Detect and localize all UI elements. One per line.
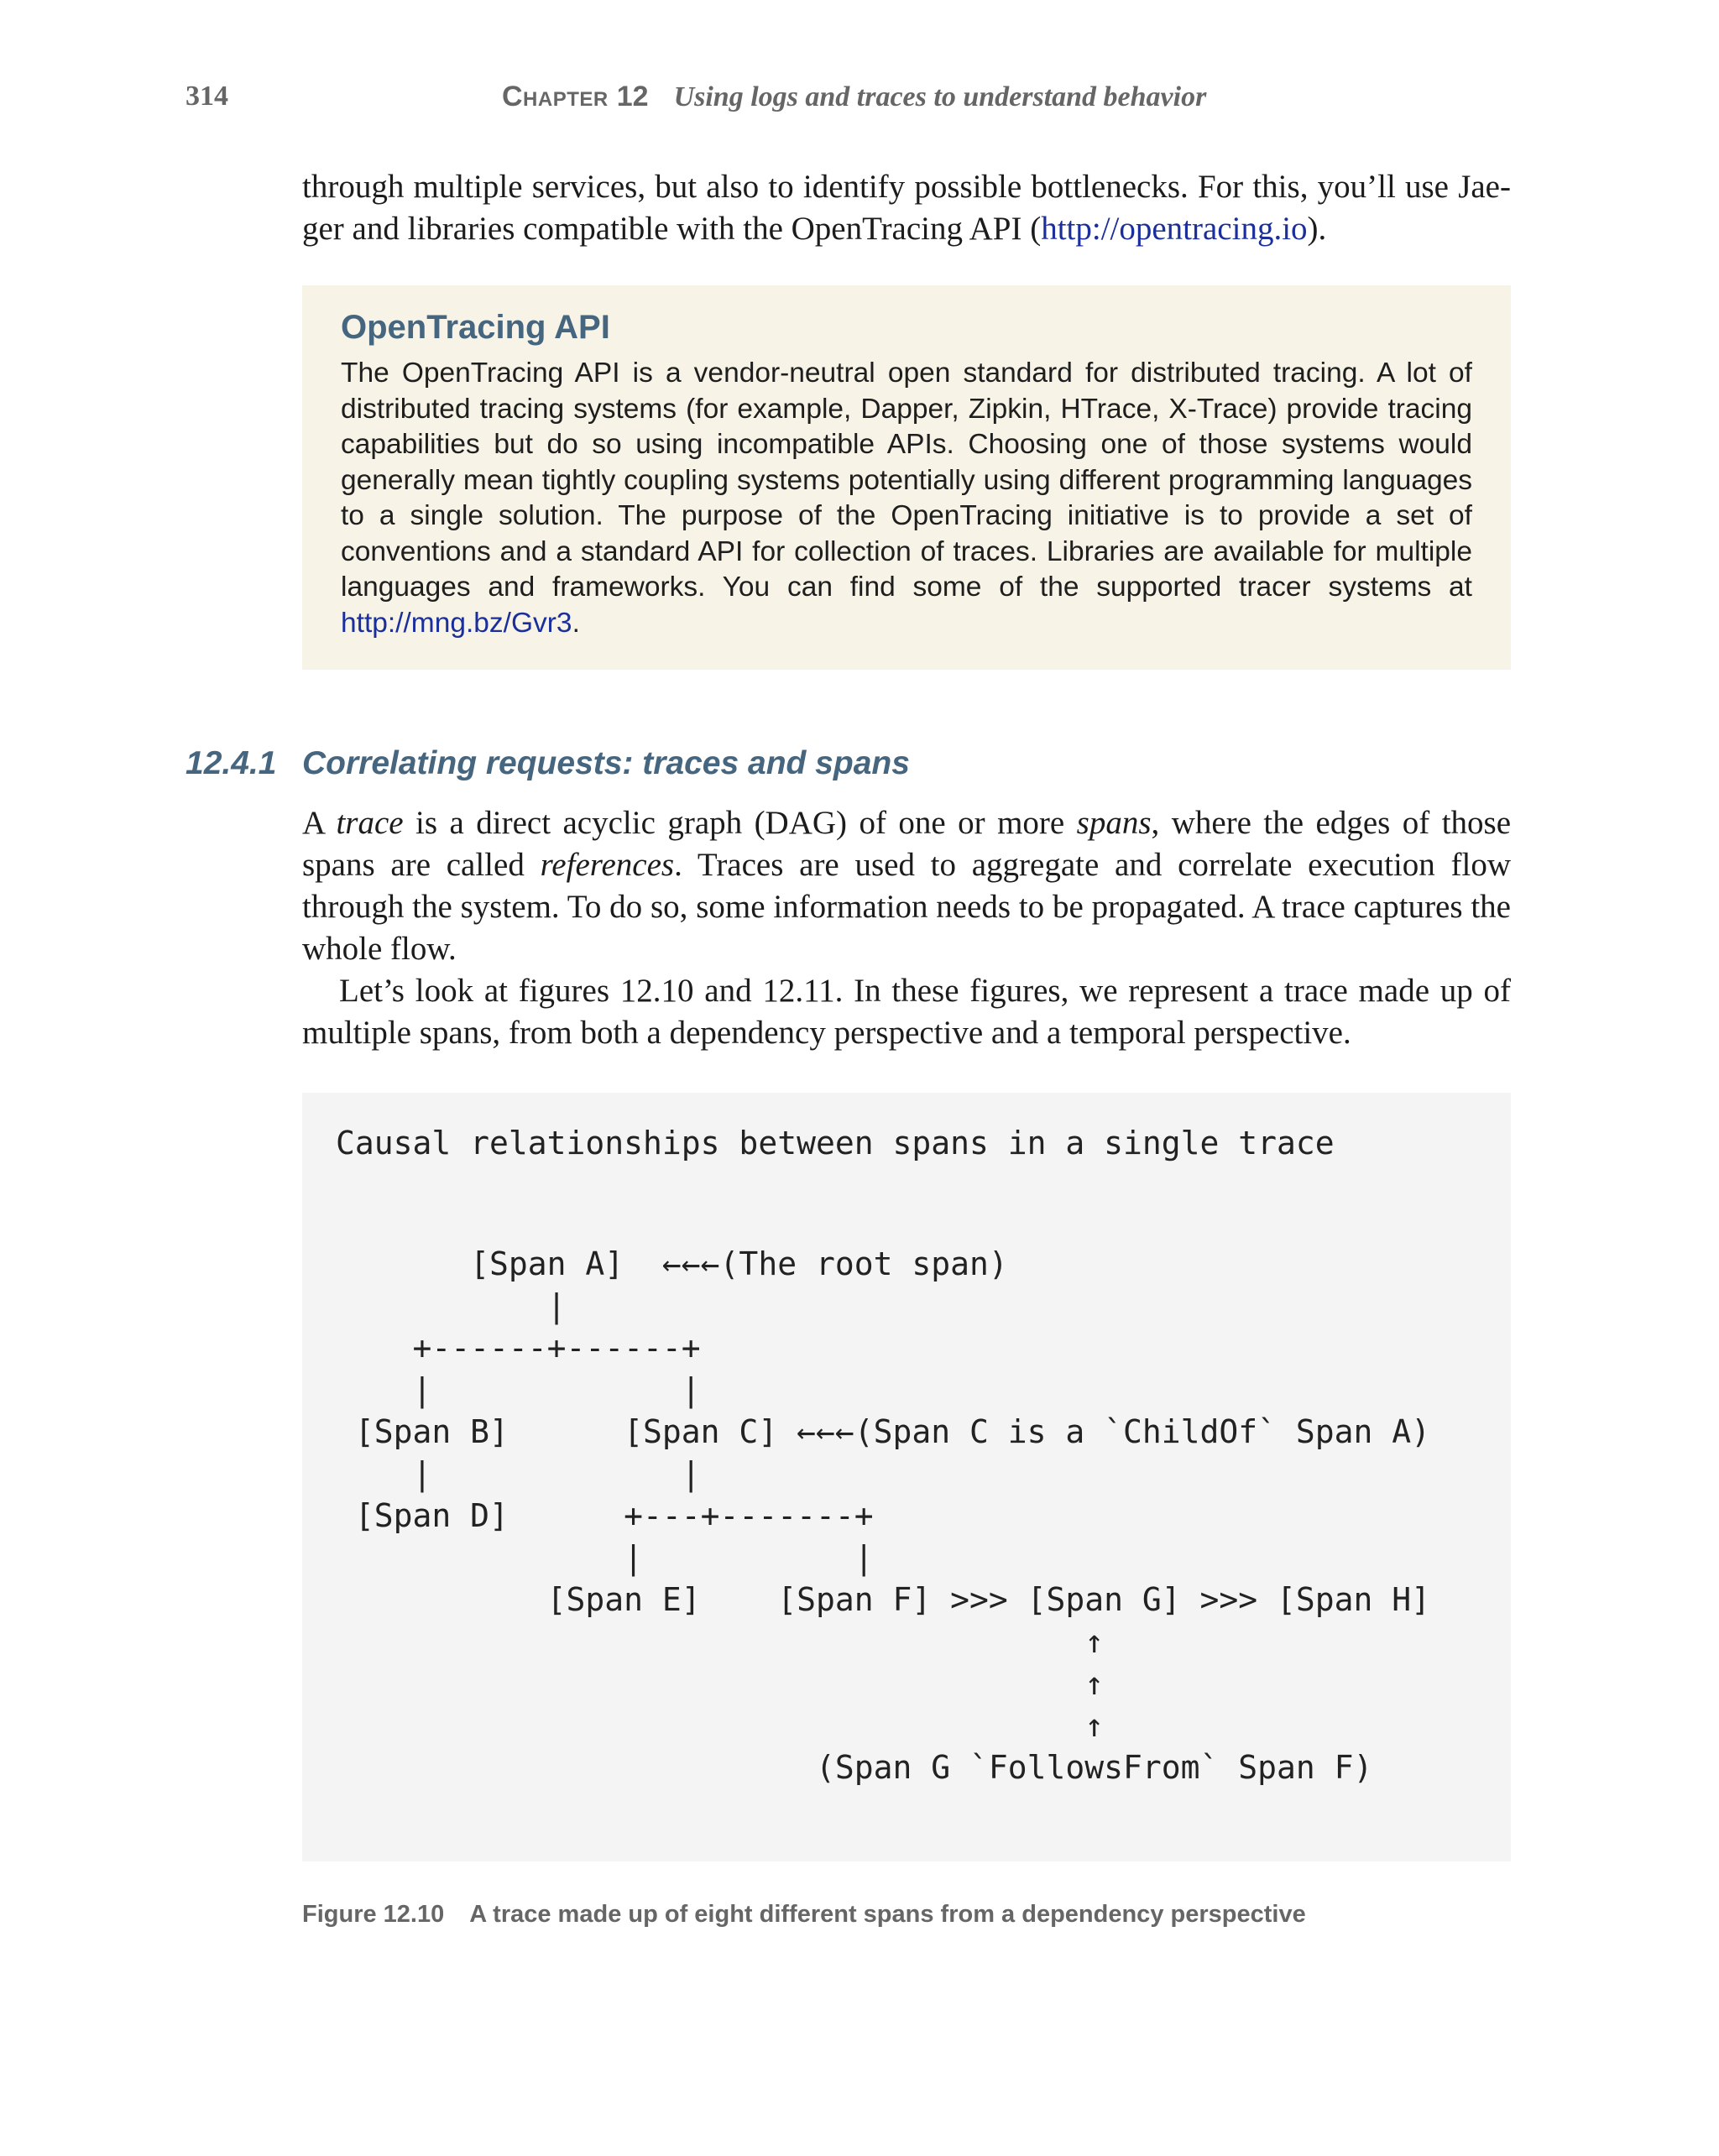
sidebar-body — [341, 356, 1472, 641]
paragraph-dag — [302, 802, 1511, 970]
p1-text: , where the edges of those spans are called — [302, 805, 1512, 883]
figure-caption — [302, 1901, 1306, 1929]
section-body — [302, 802, 1511, 1054]
diagram-line: [Span B] [Span C] ←←←(Span C is a `ChildOf` Span A) — [336, 1413, 1431, 1450]
diagram-line: +------+------+ — [336, 1329, 701, 1366]
chapter-title: Using logs and traces to understand behavior — [673, 81, 1207, 112]
diagram-line: ↑ — [336, 1623, 1105, 1660]
paragraph-figures: Let’s look at figures 12.10 and 12.11. In these figures, we represent a trace made up of multiple spans, from both a dependency perspective and a temporal perspective. — [302, 973, 1511, 1051]
sidebar-title: OpenTracing API — [341, 309, 610, 346]
chapter-label: Chapter — [502, 81, 609, 112]
tracer-systems-link[interactable]: http://mng.bz/Gvr3 — [341, 607, 572, 639]
sidebar-text: The OpenTracing API is a vendor-neutral open standard for distributed tracing. A lot of distributed tracing systems (for example, Dapper, Zipkin, HTrace, X-Trace) provide tracing capabilities but do so using incompatible APIs. Choosing one of those systems would generally mean tightly coupling systems potentially using different programming languages to a single solution. The purpose of the OpenTracing initiative is to provide a set of conventions and a standard API for collection of traces. Libraries are available for multiple languages and frameworks. You can find some of the supported tracer systems at — [341, 358, 1472, 603]
diagram-line: | | — [336, 1371, 701, 1408]
section-title: Correlating requests: traces and spans — [302, 745, 910, 781]
intro-paragraph — [302, 166, 1511, 250]
diagram-line: ↑ — [336, 1665, 1105, 1702]
term-trace: trace — [336, 805, 404, 841]
figure-12-10 — [302, 1093, 1511, 1861]
page-number: 314 — [185, 81, 228, 112]
term-references: references — [540, 847, 675, 883]
diagram-line: [Span D] +---+-------+ — [336, 1497, 874, 1534]
intro-text-end: ). — [1307, 211, 1327, 247]
chapter-number: 12 — [616, 81, 649, 112]
diagram-line: [Span E] [Span F] >>> [Span G] >>> [Span H] — [336, 1581, 1431, 1618]
diagram-line: | | — [336, 1455, 701, 1492]
diagram-line: [Span A] ←←←(The root span) — [336, 1245, 1008, 1282]
diagram-line: (Span G `FollowsFrom` Span F) — [336, 1749, 1373, 1786]
sidebar-box — [302, 285, 1511, 670]
figure-heading: Causal relationships between spans in a single trace — [336, 1125, 1335, 1162]
running-head — [502, 81, 1206, 113]
sidebar-text-end: . — [572, 607, 580, 639]
p1-text: A — [302, 805, 337, 841]
caption-label: Figure 12.10 — [302, 1901, 445, 1928]
caption-text: A trace made up of eight different spans from a dependency perspective — [469, 1901, 1306, 1928]
diagram-line: | — [336, 1287, 567, 1324]
diagram-line: ↑ — [336, 1707, 1105, 1744]
term-spans: spans — [1076, 805, 1152, 841]
section-number: 12.4.1 — [185, 745, 277, 781]
intro-text: through multiple services, but also to identify possible bottlenecks. For this, you’ll use Jaeger and libraries compatible with the OpenTracing API ( — [302, 169, 1511, 247]
p1-text: . Traces are used to aggregate and correlate execution flow through the system. To do so, some information needs to be propagated. A trace captures the whole flow. — [302, 847, 1512, 967]
diagram-line: | | — [336, 1539, 874, 1576]
p1-text: is a direct acyclic graph (DAG) of one or more — [403, 805, 1077, 841]
opentracing-link[interactable]: http://opentracing.io — [1041, 211, 1308, 247]
